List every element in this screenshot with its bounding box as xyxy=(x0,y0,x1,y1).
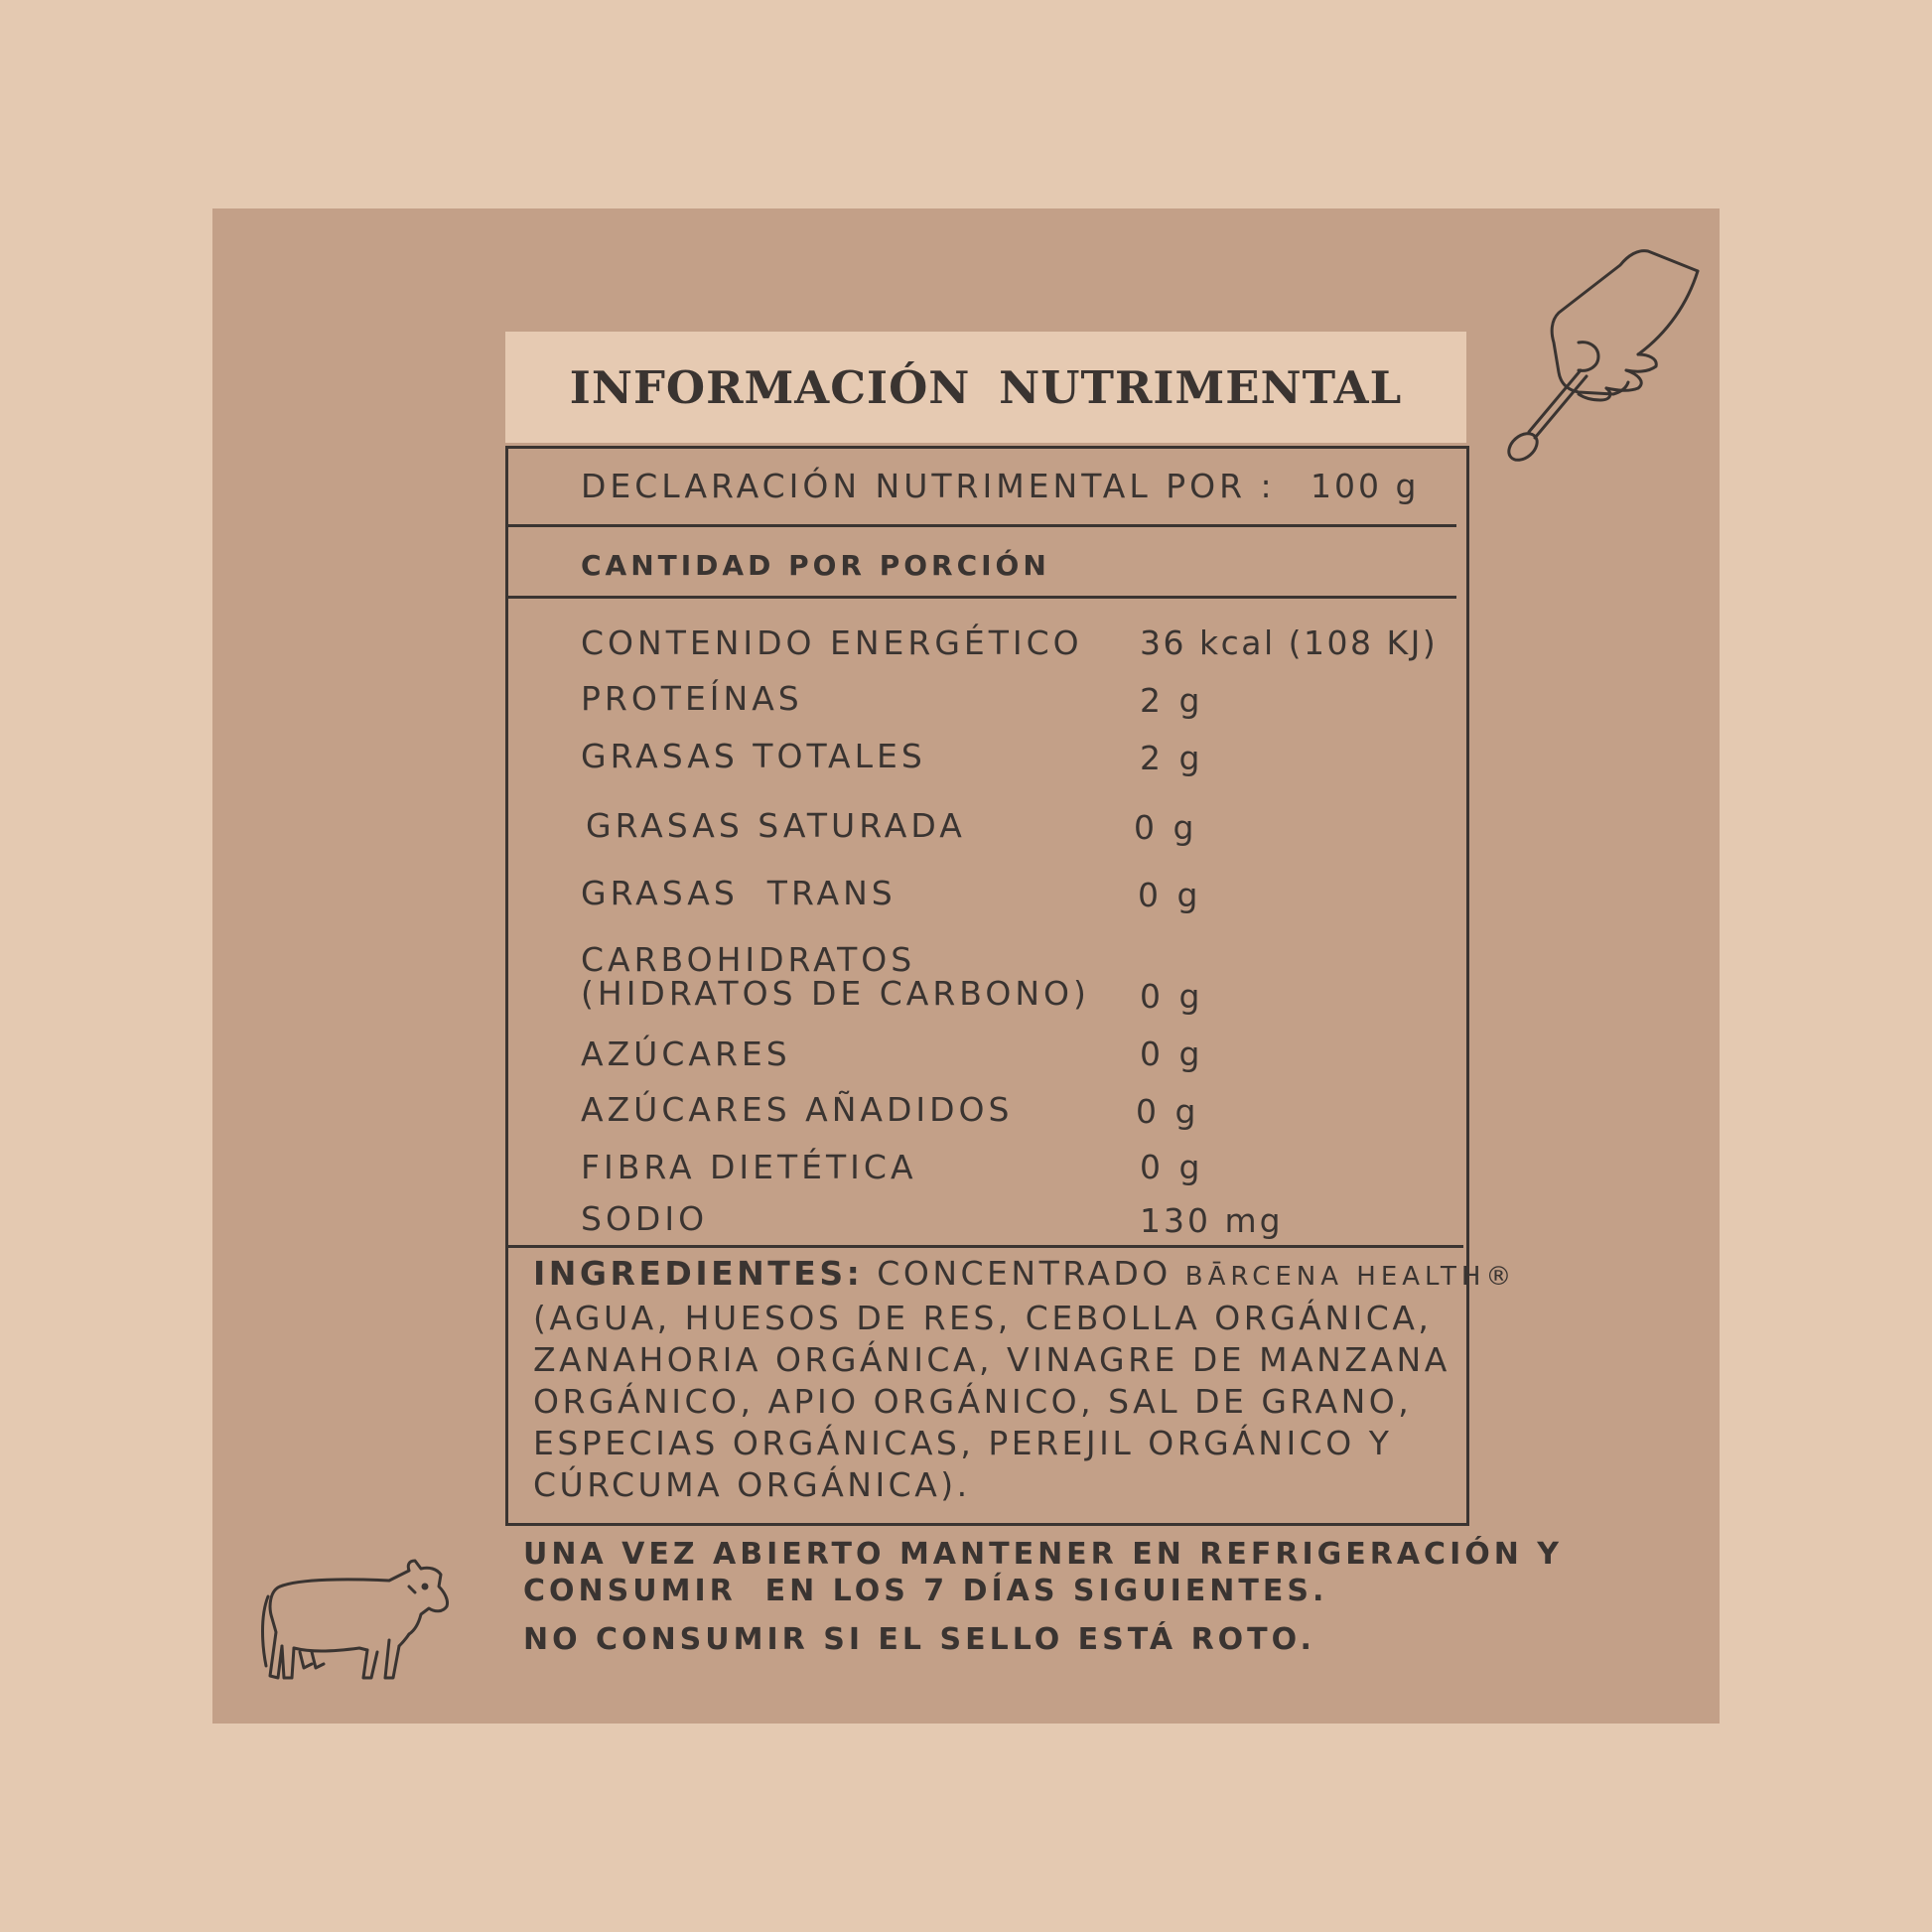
divider xyxy=(508,596,1456,599)
title-banner xyxy=(505,332,1466,443)
nutrient-value: 2 g xyxy=(1140,739,1204,777)
ingredients-line: ORGÁNICO, APIO ORGÁNICO, SAL DE GRANO, xyxy=(533,1382,1413,1421)
nutrient-label-secondary: (HIDRATOS DE CARBONO) xyxy=(581,974,1090,1013)
nutrient-label: GRASAS TOTALES xyxy=(581,737,926,775)
nutrient-label: PROTEÍNAS xyxy=(581,679,803,718)
nutrient-label: SODIO xyxy=(581,1199,709,1238)
ingredients-line: CÚRCUMA ORGÁNICA). xyxy=(533,1465,971,1504)
nutrient-value: 0 g xyxy=(1138,876,1202,914)
declaration-value: 100 g xyxy=(1311,467,1420,505)
nutrient-value: 0 g xyxy=(1134,808,1198,847)
divider xyxy=(508,1245,1463,1248)
nutrient-value: 0 g xyxy=(1136,1092,1200,1131)
declaration-label: DECLARACIÓN NUTRIMENTAL POR : xyxy=(581,467,1276,505)
nutrient-value: 0 g xyxy=(1140,977,1204,1016)
ingredients-lead: CONCENTRADO xyxy=(877,1254,1172,1293)
divider xyxy=(508,524,1456,527)
nutrient-label: AZÚCARES AÑADIDOS xyxy=(581,1090,1014,1129)
cow-icon xyxy=(260,1557,455,1686)
storage-note: CONSUMIR EN LOS 7 DÍAS SIGUIENTES. xyxy=(523,1574,1328,1608)
nutrient-value: 0 g xyxy=(1140,1148,1204,1186)
ingredients-line: ZANAHORIA ORGÁNICA, VINAGRE DE MANZANA xyxy=(533,1340,1450,1379)
nutrient-value: 36 kcal (108 KJ) xyxy=(1140,623,1439,662)
section-header: CANTIDAD POR PORCIÓN xyxy=(581,549,1050,582)
nutrient-label: GRASAS TRANS xyxy=(581,874,897,912)
nutrient-value: 130 mg xyxy=(1140,1201,1284,1240)
ingredients-line: (AGUA, HUESOS DE RES, CEBOLLA ORGÁNICA, xyxy=(533,1299,1433,1337)
nutrient-label: AZÚCARES xyxy=(581,1035,791,1073)
page-title: INFORMACIÓN NUTRIMENTAL xyxy=(569,360,1403,414)
nutrient-label: CONTENIDO ENERGÉTICO xyxy=(581,623,1083,662)
seal-warning: NO CONSUMIR SI EL SELLO ESTÁ ROTO. xyxy=(523,1622,1315,1657)
ingredients-heading: INGREDIENTES: xyxy=(533,1254,864,1293)
nutrient-label: FIBRA DIETÉTICA xyxy=(581,1148,917,1186)
brand-name: BĀRCENA HEALTH® xyxy=(1184,1262,1517,1292)
nutrient-label: GRASAS SATURADA xyxy=(586,806,966,845)
ingredients-block xyxy=(533,1253,1517,1506)
nutrient-value: 2 g xyxy=(1140,681,1204,720)
nutrient-value: 0 g xyxy=(1140,1035,1204,1073)
storage-note: UNA VEZ ABIERTO MANTENER EN REFRIGERACIÓN Y xyxy=(523,1537,1564,1572)
ingredients-line: ESPECIAS ORGÁNICAS, PEREJIL ORGÁNICO Y xyxy=(533,1424,1393,1462)
nutrient-label: CARBOHIDRATOS xyxy=(581,940,916,979)
hand-with-spoon-icon xyxy=(1499,243,1708,472)
